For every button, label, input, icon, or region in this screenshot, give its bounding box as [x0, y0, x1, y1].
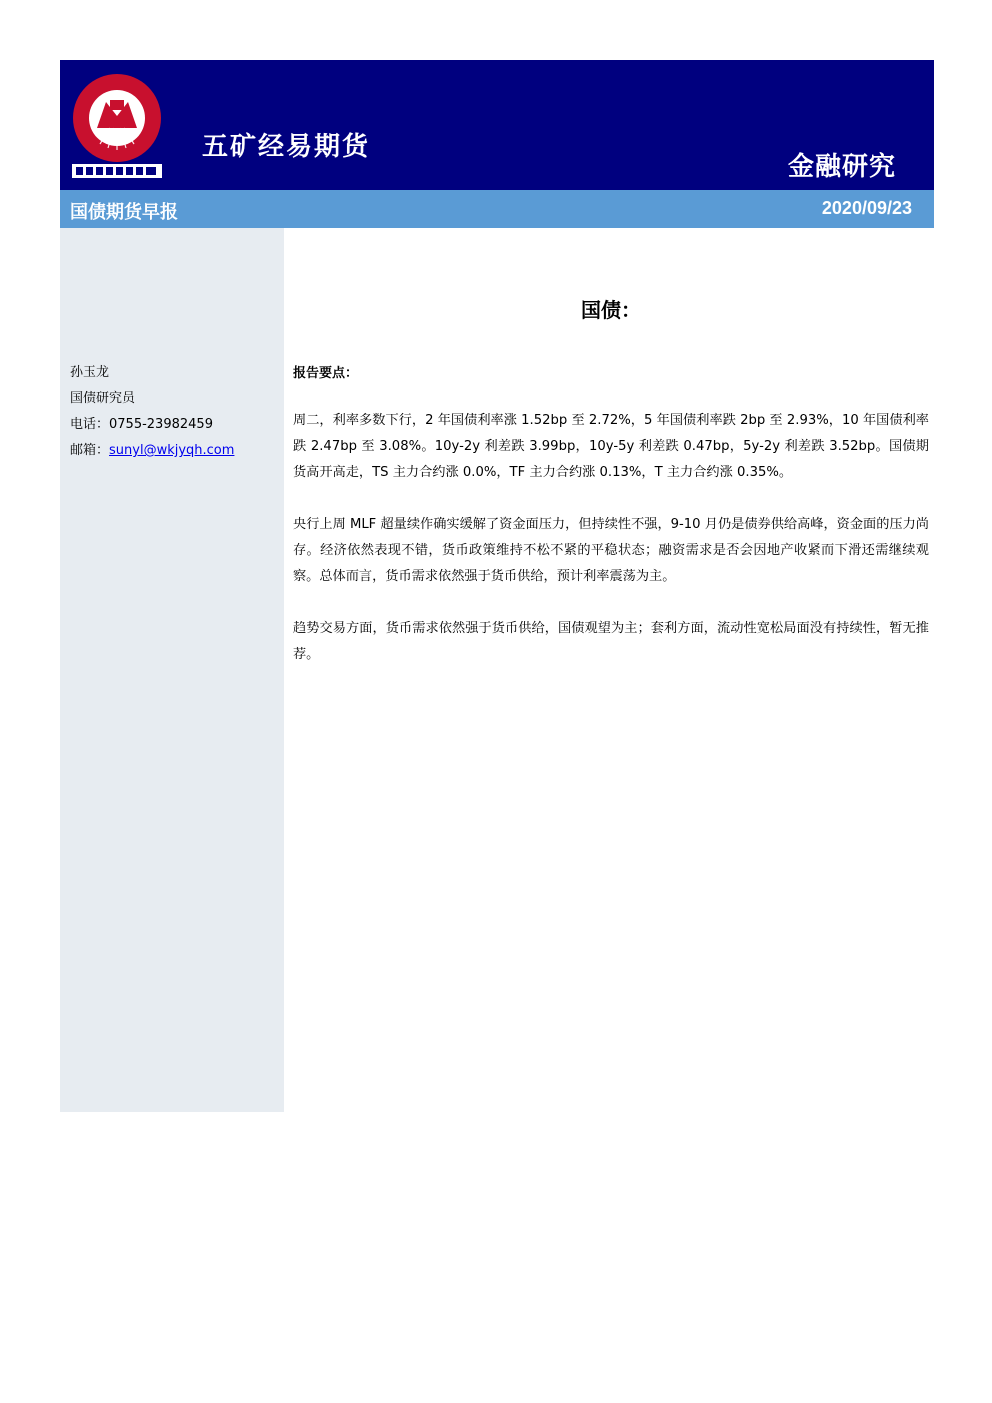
report-type: 国债期货早报	[70, 202, 178, 223]
author-phone-row	[70, 412, 234, 438]
author-info	[70, 360, 234, 464]
paragraph-strategy: 趋势交易方面，货币需求依然强于货币供给，国债观望为主；套利方面，流动性宽松局面没有持续性，暂无推荐。	[293, 621, 929, 662]
phone-number: 0755-23982459	[109, 417, 213, 432]
department-name: 金融研究	[787, 152, 896, 182]
company-name: 五矿经易期货	[202, 132, 371, 162]
paragraph-market-summary: 周二，利率多数下行，2 年国债利率涨 1.52bp 至 2.72%，5 年国债利率跌 2bp 至 2.93%，10 年国债利率跌 2.47bp 至 3.08%。10y-2y 利差跌 3.99bp，10y-5y 利差跌 0.47bp，5y-2y 利差跌 3.52bp。国债期货高开高走，TS 主力合约涨 0.0%，TF 主力合约涨 0.13%，T 主力合约涨 0.35%。	[293, 413, 929, 480]
section-title: 国债：	[581, 298, 641, 322]
author-email-row	[70, 438, 234, 464]
minmetals-logo	[70, 72, 164, 180]
minmetals-logo-icon	[70, 72, 164, 180]
paragraph-liquidity-analysis: 央行上周 MLF 超量续作确实缓解了资金面压力，但持续性不强，9-10 月仍是债券供给高峰，资金面的压力尚存。经济依然表现不错，货币政策维持不松不紧的平稳状态；融资需求是否会因地产收紧而下滑还需继续观察。总体而言，货币需求依然强于货币供给，预计利率震荡为主。	[293, 517, 929, 584]
email-link[interactable]: sunyl@wkjyqh.com	[109, 443, 235, 458]
phone-label: 电话：	[70, 417, 110, 432]
email-label: 邮箱：	[70, 443, 110, 458]
author-name: 孙玉龙	[70, 365, 110, 380]
author-sidebar	[60, 228, 284, 1112]
report-header	[60, 60, 934, 190]
report-subheader	[60, 190, 934, 228]
report-date: 2020/09/23	[821, 198, 912, 218]
report-paragraphs	[293, 408, 929, 694]
key-points-label: 报告要点：	[293, 366, 359, 381]
author-title: 国债研究员	[70, 391, 136, 406]
